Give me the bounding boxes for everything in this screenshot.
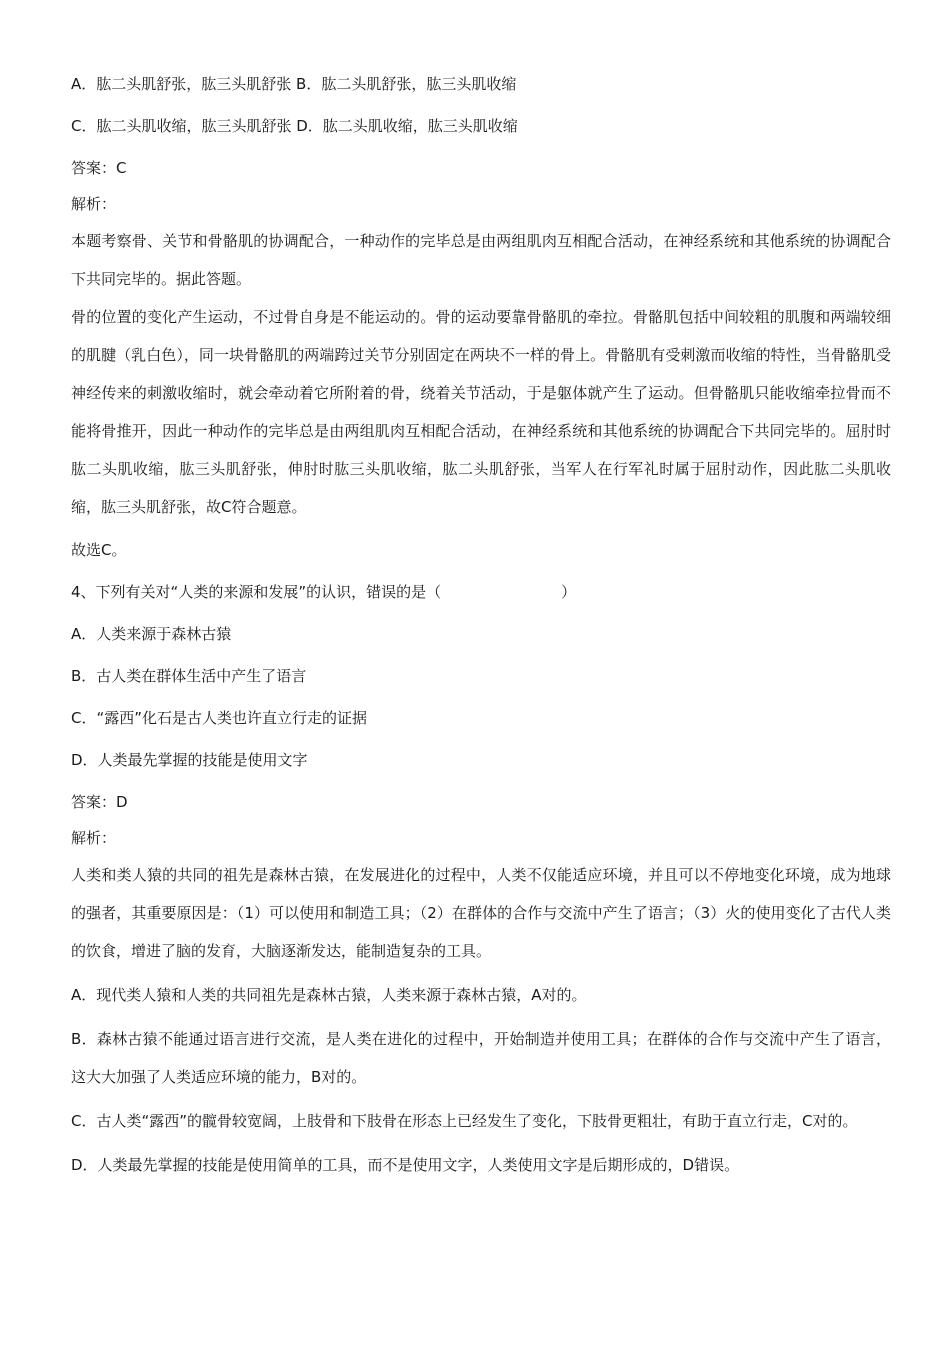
q4-explain-c: C．古人类“露西”的髋骨较宽阔，上肢骨和下肢骨在形态上已经发生了变化，下肢骨更粗壮，有助于直立行走，C对的。 [71, 1112, 858, 1130]
q3-analysis-paragraph-1: 本题考察骨、关节和骨骼肌的协调配合，一种动作的完毕总是由两组肌肉互相配合活动，在神经系统和其他系统的协调配合下共同完毕的。据此答题。 [71, 232, 891, 288]
q4-option-d: D．人类最先掌握的技能是使用文字 [71, 751, 308, 769]
q4-option-a: A．人类来源于森林古猿 [71, 625, 232, 643]
document-page [71, 66, 891, 1184]
q3-analysis-paragraph-2: 骨的位置的变化产生运动，不过骨自身是不能运动的。骨的运动要靠骨骼肌的牵拉。骨骼肌包括中间较粗的肌腹和两端较细的肌腱（乳白色），同一块骨骼肌的两端跨过关节分别固定在两块不一样的骨上。骨骼肌有受刺激而收缩的特性，当骨骼肌受神经传来的刺激收缩时，就会牵动着它所附着的骨，绕着关节活动，于是躯体就产生了运动。但骨骼肌只能收缩牵拉骨而不能将骨推开，因此一种动作的完毕总是由两组肌肉互相配合活动，在神经系统和其他系统的协调配合下共同完毕的。屈肘时肱二头肌收缩，肱三头肌舒张，伸肘时肱三头肌收缩，肱二头肌舒张，当军人在行军礼时属于屈肘动作，因此肱二头肌收缩，肱三头肌舒张，故C符合题意。 [71, 308, 891, 516]
q4-stem-text: 4、下列有关对“人类的来源和发展”的认识，错误的是（ [71, 583, 442, 601]
q4-explain-a: A．现代类人猿和人类的共同祖先是森林古猿，人类来源于森林古猿，A对的。 [71, 986, 587, 1004]
q4-option-c: C．“露西”化石是古人类也许直立行走的证据 [71, 709, 368, 727]
q3-option-cd: C．肱二头肌收缩，肱三头肌舒张 D．肱二头肌收缩，肱三头肌收缩 [71, 117, 518, 135]
q4-analysis-paragraph-1: 人类和类人猿的共同的祖先是森林古猿，在发展进化的过程中，人类不仅能适应环境，并且可以不停地变化环境，成为地球的强者，其重要原因是：（1）可以使用和制造工具；（2）在群体的合作与交流中产生了语言；（3）火的使用变化了古代人类的饮食，增进了脑的发育，大脑逐渐发达，能制造复杂的工具。 [71, 866, 891, 960]
q4-stem-close: ） [561, 583, 577, 601]
q4-option-b: B．古人类在群体生活中产生了语言 [71, 667, 307, 685]
q4-question-stem [71, 574, 891, 610]
q4-explain-d: D．人类最先掌握的技能是使用简单的工具，而不是使用文字，人类使用文字是后期形成的，D错误。 [71, 1156, 740, 1174]
q4-explain-b: B．森林古猿不能通过语言进行交流，是人类在进化的过程中，开始制造并使用工具；在群体的合作与交流中产生了语言，这大大加强了人类适应环境的能力，B对的。 [71, 1030, 891, 1086]
q4-analysis-label: 解析： [71, 829, 117, 847]
q3-conclusion: 故选C。 [71, 541, 127, 559]
q3-analysis-label: 解析： [71, 195, 117, 213]
q4-answer: 答案：D [71, 793, 128, 811]
q3-option-ab: A．肱二头肌舒张，肱三头肌舒张 B．肱二头肌舒张，肱三头肌收缩 [71, 75, 517, 93]
q3-answer: 答案：C [71, 159, 127, 177]
